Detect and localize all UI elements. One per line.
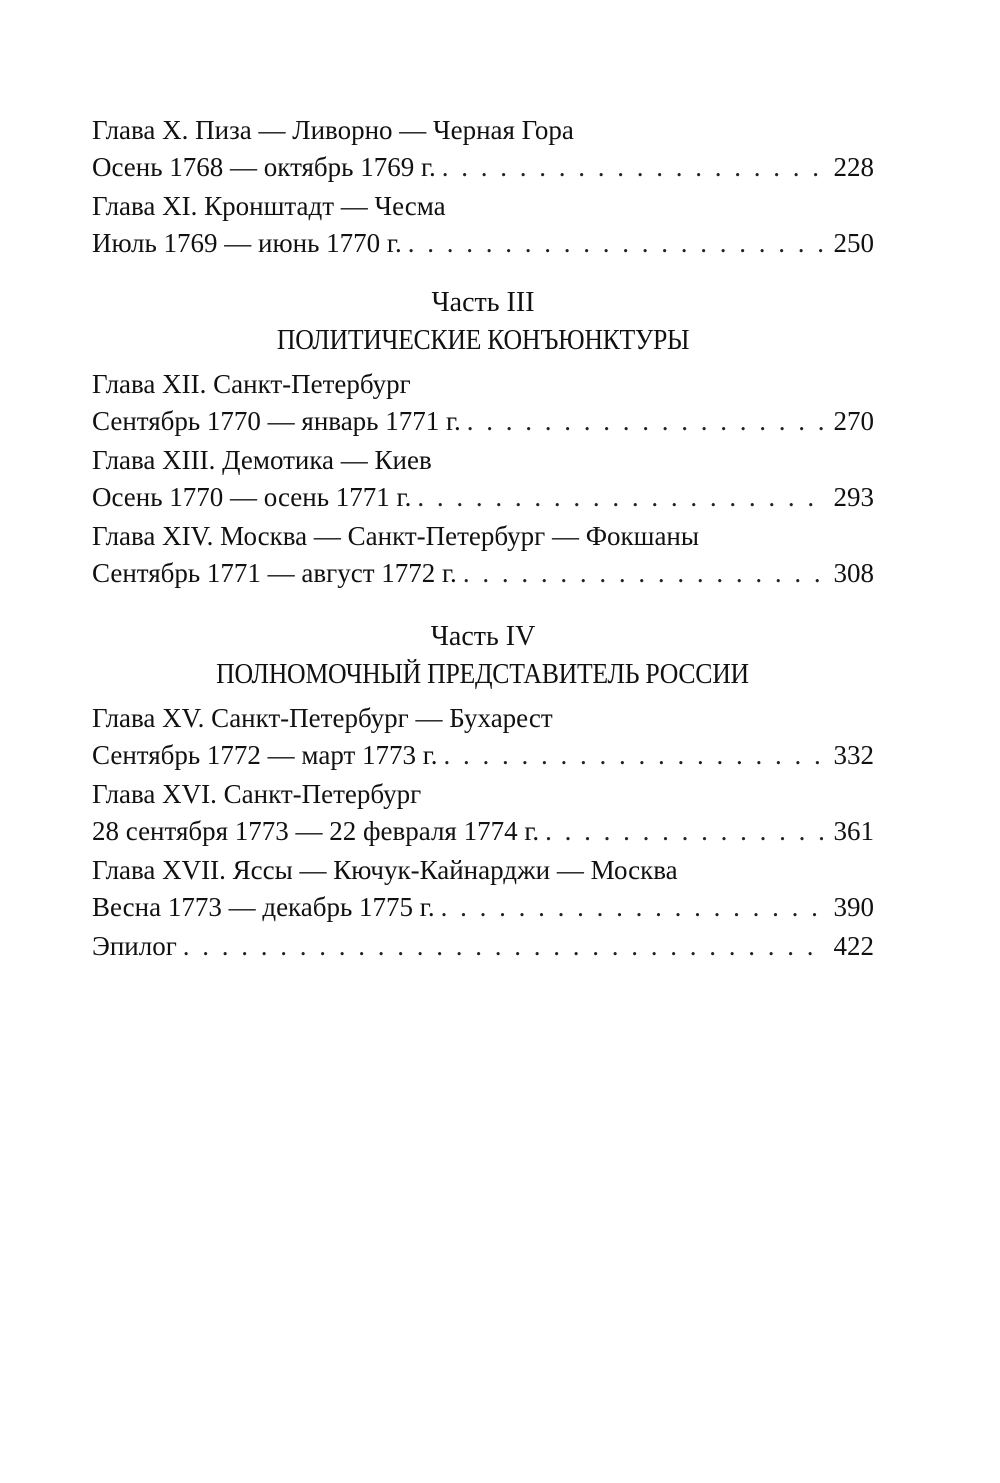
toc-entry-chapter-17 bbox=[92, 852, 874, 926]
chapter-dates: Сентябрь 1772 — март 1773 г. bbox=[92, 740, 438, 770]
toc-entry-chapter-16 bbox=[92, 776, 874, 850]
page-number: 390 bbox=[833, 892, 874, 922]
toc-entry-chapter-12 bbox=[92, 366, 874, 440]
chapter-title: Глава XV. Санкт-Петербург — Бухарест bbox=[92, 703, 553, 733]
chapter-dates: Осень 1768 — октябрь 1769 г. bbox=[92, 152, 436, 182]
dot-leader bbox=[408, 225, 826, 262]
toc-entry-chapter-11 bbox=[92, 188, 874, 262]
toc-entry-epilog bbox=[92, 928, 874, 965]
dot-leader bbox=[444, 737, 826, 774]
page-number: 308 bbox=[833, 558, 874, 588]
page-number: 270 bbox=[833, 406, 874, 436]
toc-entry-chapter-14 bbox=[92, 518, 874, 592]
chapter-dates: Сентябрь 1771 — август 1772 г. bbox=[92, 558, 457, 588]
chapter-title: Глава XI. Кронштадт — Чесма bbox=[92, 191, 446, 221]
dot-leader bbox=[463, 555, 826, 592]
page-number: 250 bbox=[833, 228, 874, 258]
page-number: 228 bbox=[833, 152, 874, 182]
chapter-dates: Июль 1769 — июнь 1770 г. bbox=[92, 228, 402, 258]
page-number: 293 bbox=[833, 482, 874, 512]
part-title: ПОЛНОМОЧНЫЙ ПРЕДСТАВИТЕЛЬ РОССИИ bbox=[216, 659, 750, 690]
part-label: Часть IV bbox=[430, 621, 536, 652]
chapter-title: Глава X. Пиза — Ливорно — Черная Гора bbox=[92, 115, 574, 145]
dot-leader bbox=[467, 403, 826, 440]
page-number: 422 bbox=[833, 931, 874, 961]
chapter-dates: Сентябрь 1770 — январь 1771 г. bbox=[92, 406, 461, 436]
dot-leader bbox=[183, 928, 826, 965]
part-label: Часть III bbox=[431, 287, 535, 318]
dot-leader bbox=[442, 149, 826, 186]
part-3-heading bbox=[92, 284, 874, 360]
chapter-title: Глава XIII. Демотика — Киев bbox=[92, 445, 432, 475]
toc-entry-chapter-10 bbox=[92, 112, 874, 186]
chapter-title: Глава XVI. Санкт-Петербург bbox=[92, 779, 422, 809]
page-number: 332 bbox=[833, 740, 874, 770]
chapter-title: Глава XII. Санкт-Петербург bbox=[92, 369, 411, 399]
chapter-title: Глава XVII. Яссы — Кючук-Кайнарджи — Москва bbox=[92, 855, 678, 885]
toc-entry-chapter-13 bbox=[92, 442, 874, 516]
dot-leader bbox=[441, 889, 826, 926]
chapter-dates: Осень 1770 — осень 1771 г. bbox=[92, 482, 412, 512]
table-of-contents bbox=[92, 112, 874, 965]
dot-leader bbox=[417, 479, 825, 516]
toc-entry-chapter-15 bbox=[92, 700, 874, 774]
part-4-heading bbox=[92, 618, 874, 694]
epilog-label: Эпилог bbox=[92, 931, 177, 961]
part-title: ПОЛИТИЧЕСКИЕ КОНЪЮНКТУРЫ bbox=[276, 325, 690, 356]
page-number: 361 bbox=[833, 816, 874, 846]
chapter-dates: Весна 1773 — декабрь 1775 г. bbox=[92, 892, 435, 922]
dot-leader bbox=[545, 813, 825, 850]
chapter-title: Глава XIV. Москва — Санкт-Петербург — Фокшаны bbox=[92, 521, 700, 551]
chapter-dates: 28 сентября 1773 — 22 февраля 1774 г. bbox=[92, 816, 540, 846]
